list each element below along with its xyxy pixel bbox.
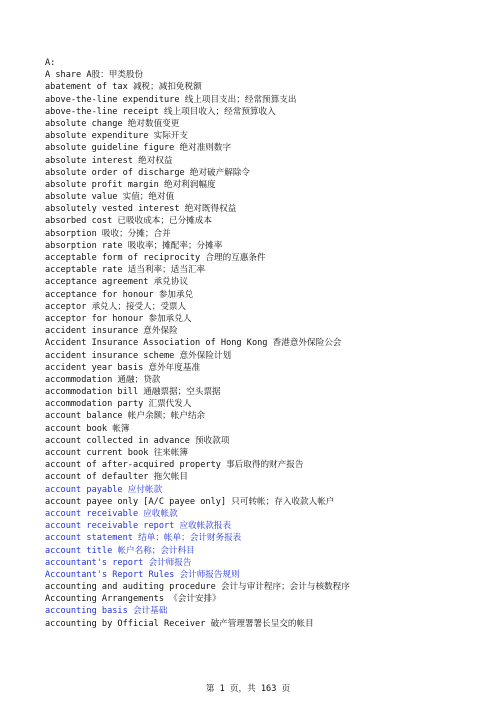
entry-list bbox=[45, 69, 485, 630]
glossary-entry: Accounting Arrangements 《会计安排》 bbox=[45, 594, 221, 605]
glossary-link-entry[interactable]: account title 帐户名称；会计科目 bbox=[45, 545, 195, 556]
glossary-entry: accident insurance 意外保险 bbox=[45, 326, 178, 337]
glossary-entry: acceptor for honour 参加承兑人 bbox=[45, 313, 192, 324]
glossary-entry: acceptance agreement 承兑协议 bbox=[45, 277, 189, 288]
glossary-entry: accounting by Official Receiver 破产管理署署长呈交的帐目 bbox=[45, 618, 314, 629]
glossary-link-entry[interactable]: accountant's report 会计师报告 bbox=[45, 557, 192, 568]
glossary-entry: absolute guideline figure 绝对准则数字 bbox=[45, 143, 232, 154]
glossary-link-entry[interactable]: accounting basis 会计基础 bbox=[45, 606, 168, 617]
glossary-entry: A share A股：甲类股份 bbox=[45, 70, 144, 81]
glossary-entry: abatement of tax 减税；减扣免税额 bbox=[45, 82, 202, 93]
glossary-entry: accommodation party 汇票代发人 bbox=[45, 399, 192, 410]
glossary-entry: account collected in advance 预收款项 bbox=[45, 435, 230, 446]
section-heading: A: bbox=[45, 58, 56, 68]
glossary-link-entry[interactable]: account receivable 应收帐款 bbox=[45, 508, 178, 519]
glossary-entry: account current book 往来帐簿 bbox=[45, 448, 189, 458]
glossary-entry: accommodation 通融；贷款 bbox=[45, 374, 161, 385]
glossary-entry: accident insurance scheme 意外保险计划 bbox=[45, 350, 232, 361]
glossary-entry: absolute value 实值；绝对值 bbox=[45, 192, 175, 203]
glossary-entry: absorption 吸收；分摊；合并 bbox=[45, 228, 171, 239]
glossary-entry: account of after-acquired property 事后取得的财产报告 bbox=[45, 460, 304, 471]
glossary-entry: absolute order of discharge 绝对破产解除令 bbox=[45, 167, 251, 178]
glossary-entry: account book 帐簿 bbox=[45, 423, 130, 434]
glossary-entry: account of defaulter 拖欠帐目 bbox=[45, 472, 189, 483]
glossary-entry: absolute change 绝对数值变更 bbox=[45, 118, 180, 129]
glossary-entry: absolute expenditure 实际开支 bbox=[45, 131, 189, 142]
glossary-entry: absolute profit margin 绝对利润幅度 bbox=[45, 179, 216, 190]
glossary-entry: Accident Insurance Association of Hong Kong 香港意外保险公会 bbox=[45, 338, 342, 349]
glossary-link-entry[interactable]: account statement 结单；帐单；会计财务报表 bbox=[45, 533, 242, 544]
glossary-entry: acceptor 承兑人；接受人；受票人 bbox=[45, 301, 187, 312]
glossary-entry: acceptable form of reciprocity 合理的互惠条件 bbox=[45, 253, 266, 263]
glossary-entry: above-the-line expenditure 线上项目支出；经常预算支出 bbox=[45, 94, 297, 105]
glossary-link-entry[interactable]: Accountant's Report Rules 会计师报告规则 bbox=[45, 569, 240, 580]
glossary-entry: absolute interest 绝对权益 bbox=[45, 155, 173, 166]
glossary-entry: accommodation bill 通融票据；空头票据 bbox=[45, 387, 221, 398]
glossary-entry: absolutely vested interest 绝对既得权益 bbox=[45, 204, 237, 215]
glossary-entry: above-the-line receipt 线上项目收入；经常预算收入 bbox=[45, 106, 276, 117]
glossary-entries bbox=[45, 57, 485, 630]
page-footer: 第 1 页，共 163 页 bbox=[205, 684, 291, 694]
glossary-entry: account payee only [A/C payee only] 只可转帐；存入收款人帐户 bbox=[45, 496, 335, 507]
glossary-link-entry[interactable]: account receivable report 应收帐款报表 bbox=[45, 521, 232, 532]
glossary-entry: accident year basis 意外年度基准 bbox=[45, 362, 201, 373]
glossary-link-entry[interactable]: account payable 应付帐款 bbox=[45, 484, 163, 495]
glossary-entry: accounting and auditing procedure 会计与审计程序；会计与核数程序 bbox=[45, 582, 350, 593]
glossary-entry: acceptance for honour 参加承兑 bbox=[45, 289, 194, 300]
glossary-entry: acceptable rate 适当利率；适当汇率 bbox=[45, 265, 206, 276]
glossary-entry: account balance 帐户余额；帐户结余 bbox=[45, 411, 206, 422]
glossary-entry: absorbed cost 已吸收成本；已分摊成本 bbox=[45, 216, 212, 227]
glossary-entry: absorption rate 吸收率；摊配率；分摊率 bbox=[45, 240, 223, 251]
